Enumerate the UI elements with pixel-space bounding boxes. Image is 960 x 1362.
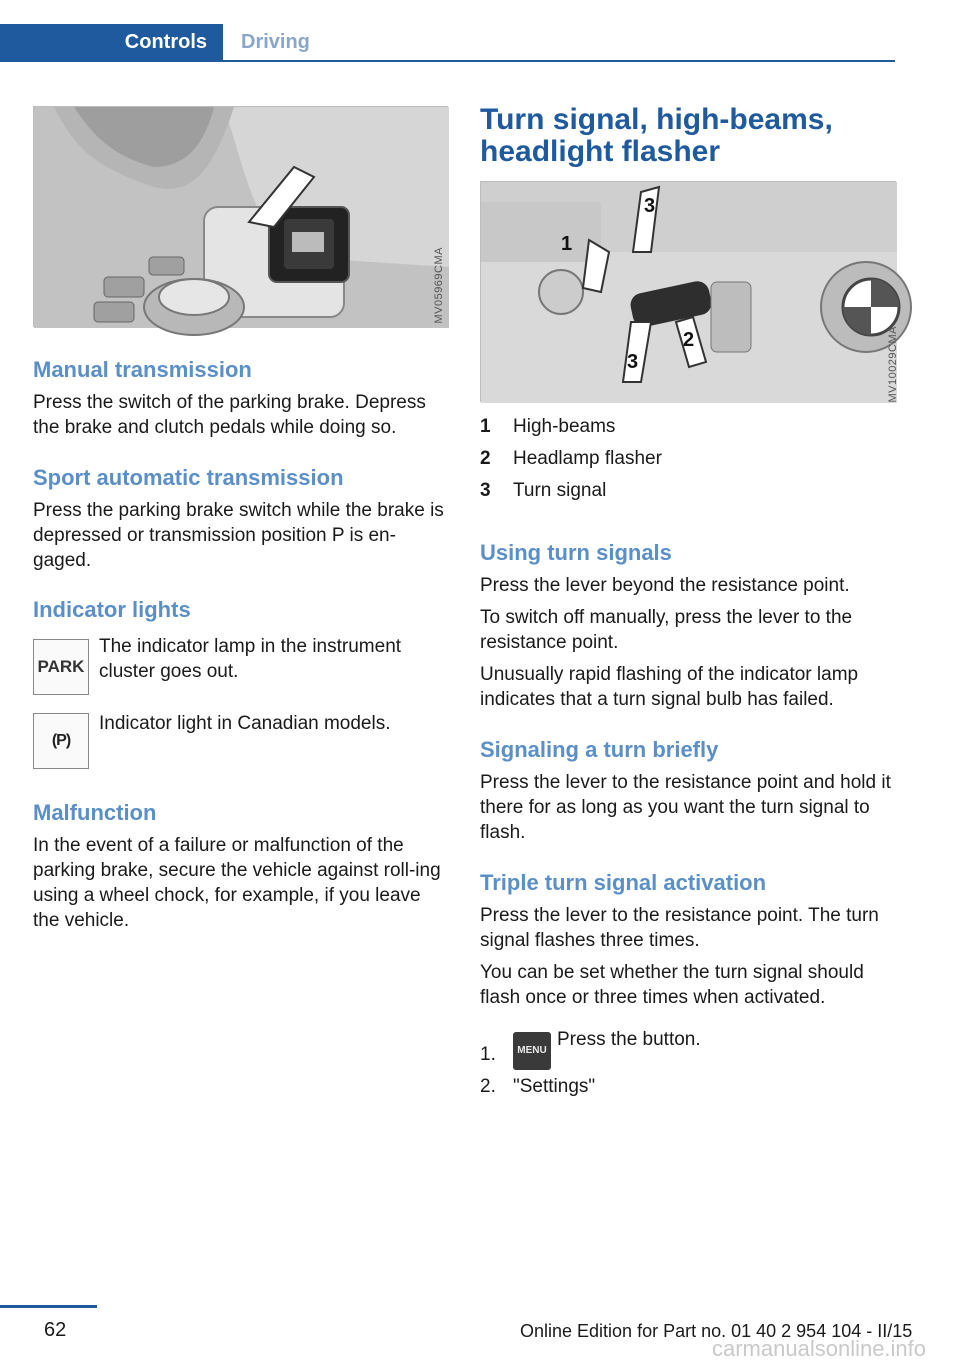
parking-brake-illustration <box>34 107 449 328</box>
step-2-text: "Settings" <box>513 1076 596 1097</box>
using-turn-signals-p3: Unusually rapid flashing of the indicator lamp indicates that a turn signal bulb has failed. <box>480 664 859 710</box>
callout-3-top: 3 <box>644 195 656 217</box>
section-title: Turn signal, high-beams, headlight flasher <box>480 103 833 168</box>
footer-rule <box>0 1305 97 1308</box>
malfunction-heading: Malfunction <box>33 800 157 825</box>
using-turn-signals-heading: Using turn signals <box>480 540 672 565</box>
menu-button-icon[interactable]: MENU <box>513 1032 551 1070</box>
legend-label-2: Headlamp flasher <box>513 448 662 469</box>
using-turn-signals-p2: To switch off manually, press the lever to the resistance point. <box>480 607 853 653</box>
header-tab-bar <box>0 24 895 62</box>
triple-turn-p1: Press the lever to the resistance point. The turn signal flashes three times. <box>480 905 879 951</box>
manual-transmission-text: Press the switch of the parking brake. Depress the brake and clutch pedals while doing so. <box>33 392 426 438</box>
canadian-icon-label: (P) <box>51 732 71 749</box>
figure-code: MV05969CMA <box>433 247 445 324</box>
park-icon-label: PARK <box>37 657 85 676</box>
step-num-1: 1. <box>480 1044 496 1065</box>
indicator-text-1: The indicator lamp in the instrument cluster goes out. <box>99 636 402 682</box>
parking-brake-figure <box>33 106 448 327</box>
park-indicator-icon <box>33 639 89 695</box>
sport-automatic-text: Press the parking brake switch while the brake is depressed or transmission position P is en‐gaged. <box>33 500 444 571</box>
tab-driving[interactable]: Driving <box>241 31 310 53</box>
callout-1: 1 <box>561 233 573 255</box>
legend-num-2: 2 <box>480 448 491 469</box>
turn-signal-figure <box>480 181 899 403</box>
turn-signal-illustration <box>481 182 897 403</box>
manual-transmission-heading: Manual transmission <box>33 357 252 382</box>
triple-turn-heading: Triple turn signal activation <box>480 870 767 895</box>
legend-label-3: Turn signal <box>513 480 607 501</box>
callout-2: 2 <box>683 329 695 351</box>
malfunction-text: In the event of a failure or malfunction of the parking brake, secure the vehicle against roll‐ing using a wheel chock, for example, if you leave the vehicle. <box>33 835 441 931</box>
legend-num-1: 1 <box>480 416 491 437</box>
page-number: 62 <box>44 1319 67 1341</box>
indicator-lights-heading: Indicator lights <box>33 597 191 622</box>
using-turn-signals-p1: Press the lever beyond the resistance point. <box>480 575 850 596</box>
signaling-briefly-text: Press the lever to the resistance point and hold it there for as long as you want the turn signal to flash. <box>480 772 891 843</box>
step-1 <box>513 1029 701 1070</box>
edition-footer: Online Edition for Part no. 01 40 2 954 104 - II/15 <box>520 1321 913 1341</box>
indicator-text-2: Indicator light in Canadian models. <box>99 713 391 734</box>
figure-code-2: MV10029CMA <box>887 326 899 403</box>
sport-automatic-heading: Sport automatic transmission <box>33 465 344 490</box>
callout-3-bottom: 3 <box>627 351 639 373</box>
legend-label-1: High-beams <box>513 416 616 437</box>
triple-turn-p2: You can be set whether the turn signal should flash once or three times when activated. <box>480 962 864 1008</box>
step-num-2: 2. <box>480 1076 496 1097</box>
watermark: carmanualsonline.info <box>712 1336 927 1361</box>
legend-num-3: 3 <box>480 480 491 501</box>
signaling-briefly-heading: Signaling a turn briefly <box>480 737 719 762</box>
canadian-parking-brake-icon <box>33 713 89 769</box>
step-1-text: Press the button. <box>557 1029 701 1050</box>
tab-controls[interactable]: Controls <box>0 24 223 62</box>
